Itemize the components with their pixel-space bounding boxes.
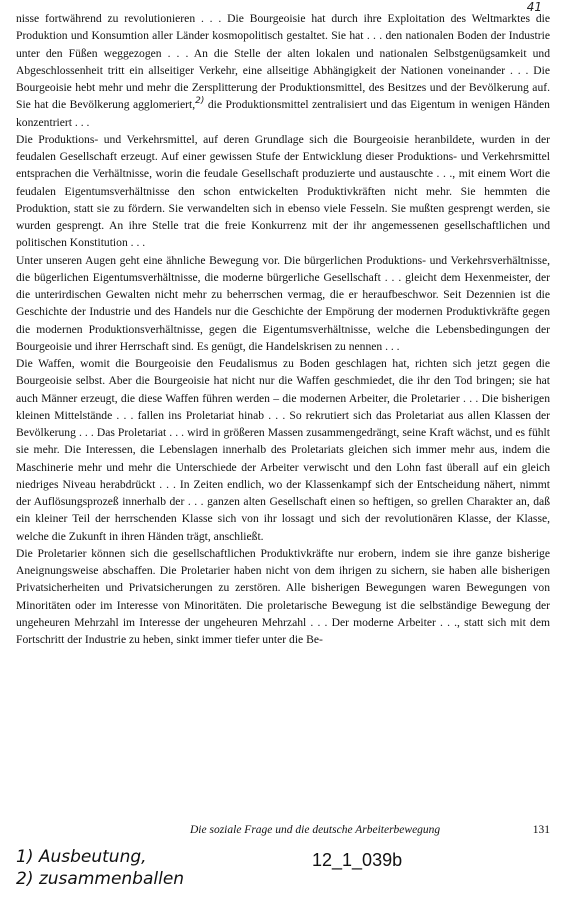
paragraph-text: nisse fortwährend zu revolutionieren . . . Die Bourgeoisie hat durch ihre Exploitation des Weltmarktes die Produktion und Konsumtion aller Länder kosmopolitisch gestaltet. Sie hat . . . den nationalen Boden der Industrie unter den Füßen weggezogen . . . An die Stelle der alten lokalen und nationalen Selbstgenügsamkeit und Abgeschlossenheit tritt ein allseitiger Verkehr, eine allseitige Abhängigkeit der Nationen voneinander . . . Die Bourgeoisie hebt mehr und mehr die Zersplitterung der Produktionsmittel, des Besitzes und der Bevölkerung auf. Sie hat die Bevölkerung agglomeriert,	[16, 12, 550, 112]
margin-annotation: 41	[526, 0, 542, 14]
footer-title: Die soziale Frage und die deutsche Arbeiterbewegung	[190, 824, 441, 836]
paragraph-text: Unter unseren Augen geht eine ähnliche Bewegung vor. Die bürgerlichen Produktions- und Verkehrsverhältnisse, die bügerlichen Eigentumsverhältnisse, die moderne bürgerliche Gesellschaft . . . gleicht dem Hexenmeister, der die unterirdischen Gewalten nicht mehr zu beherrschen vermag, die er heraufbeschwor. Seit Dezennien ist die Geschichte der Industrie und des Handels nur die Geschichte der Empörung der modernen Produktivkräfte gegen die modernen Produktionsverhältnisse, gegen die Eigentumsverhältnisse, welche die Lebensbedingungen der Bourgeoisie und ihrer Herrschaft sind. Es genügt, die Handelskrisen zu nennen . . .	[16, 253, 550, 353]
inline-annotation-mark: 2)	[195, 96, 205, 107]
paragraph-text: Die Waffen, womit die Bourgeoisie den Feudalismus zu Boden geschlagen hat, richten sich jetzt gegen die Bourgeoisie selbst. Aber die Bourgeoisie hat nicht nur die Waffen geschmiedet, die ihr den Tod bringen; sie hat auch Männer erzeugt, die diese Waffen führen werden – die modernen Arbeiter, die Proletarier . . . Die bisherigen kleinen Mittelstände . . . fallen ins Proletariat hinab . . . So rekrutiert sich das Proletariat aus allen Klassen der Bevölkerung . . . Das Proletariat . . . wird in größeren Massen zusammengedrängt, seine Kraft wächst, und es fühlt sie mehr. Die Interessen, die Lebenslagen innerhalb des Proletariats gleichen sich immer mehr aus, indem die Maschinerie mehr und mehr die Unterschiede der Arbeiter verwischt und den Lohn fast überall auf ein gleich niedriges Niveau herabdrückt . . . In Zeiten endlich, wo der Klassenkampf sich der Entscheidung nähert, nimmt der Auflösungsprozeß innerhalb der . . . ganzen alten Gesellschaft einen so heftigen, so grellen Charakter an, daß ein kleiner Teil der herrschenden Klasse sich von ihr lossagt und sich der revolutionären Klasse, der Klasse, welche die Zukunft in ihren Händen trägt, anschließt.	[16, 357, 550, 543]
handwritten-note: 2) zusammenballen	[16, 869, 185, 889]
paragraph-text: Die Produktions- und Verkehrsmittel, auf deren Grundlage sich die Bourgeoisie heranbildete, wurden in der feudalen Gesellschaft erzeugt. Auf einer gewissen Stufe der Entwicklung dieser Produktions- und Verkehrsmittel entsprachen die Verhältnisse, worin die feudale Gesellschaft produzierte und austauschte . . ., mit einem Wort die feudalen Eigentumsverhältnisse den schon entwickelten Produktivkräften nicht mehr. Sie hemmten die Produktion, statt sie zu fördern. Sie verwandelten sich in ebenso viele Fesseln. Sie mußten gesprengt werden, sie wurden gesprengt. An ihre Stelle trat die freie Konkurrenz mit der ihr angemessenen gesellschaftlichen und politischen Konstitution . . .	[16, 132, 550, 250]
paragraph	[16, 252, 550, 356]
paragraph	[16, 355, 550, 545]
running-footer	[190, 824, 550, 836]
handwritten-notes	[16, 846, 184, 890]
paragraph	[16, 131, 550, 252]
archive-code: 12_1_039b	[312, 850, 403, 870]
paragraph-text: Die Proletarier können sich die gesellschaftlichen Produktivkräfte nur erobern, indem sie ihre ganze bisherige Aneignungsweise abschaffen. Die Proletarier haben nicht von dem ihrigen zu sichern, sie haben alle bisherigen Privatsicherheiten und Privatsicherungen zu zerstören. Alle bisherigen Bewegungen waren Bewegungen von Minoritäten oder im Interesse von Minoritäten. Die proletarische Bewegung ist die selbständige Bewegung der ungeheuren Mehrzahl im Interesse der ungeheuren Mehrzahl . . . Der moderne Arbeiter . . ., statt sich mit dem Fortschritt der Industrie zu heben, sinkt immer tiefer unter die Be-	[16, 546, 550, 646]
handwritten-note: 1) Ausbeutung,	[16, 847, 147, 867]
paragraph	[16, 10, 550, 131]
paragraph	[16, 545, 550, 649]
paragraph-text: die Produktionsmittel zentralisiert und das Eigentum in wenigen Händen konzentriert . . .	[16, 98, 550, 129]
page-number: 131	[532, 824, 550, 836]
body-text	[16, 10, 550, 648]
